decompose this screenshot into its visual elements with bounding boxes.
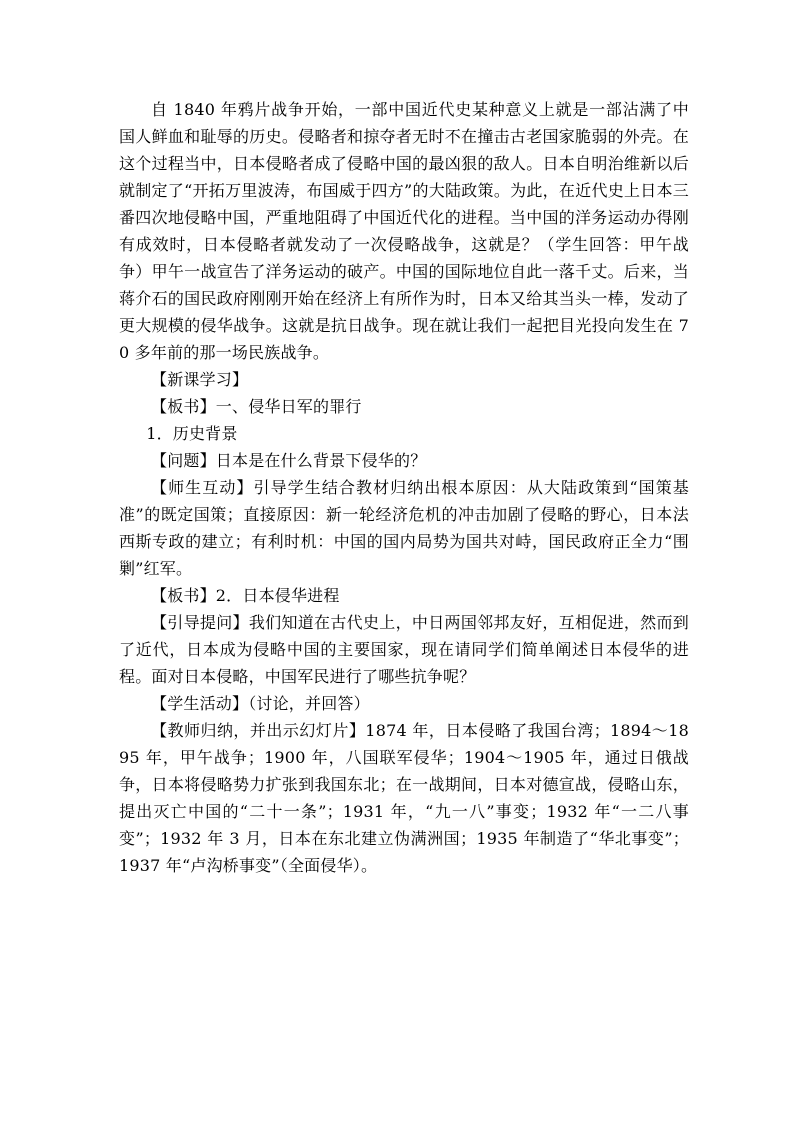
intro-paragraph: 自 1840 年鸦片战争开始，一部中国近代史某种意义上就是一部沾满了中国人鲜血和耻辱的历史。侵略者和掠夺者无时不在撞击古老国家脆弱的外壳。在这个过程当中，日本侵略者成了侵略中国的最凶狠的敌人。日本自明治维新以后就制定了“开拓万里波涛，布国威于四方”的大陆政策。为此，在近代史上日本三番四次地侵略中国，严重地阻碍了中国近代化的进程。当中国的洋务运动办得刚有成效时，日本侵略者就发动了一次侵略战争，这就是？（学生回答：甲午战争）甲午一战宣告了洋务运动的破产。中国的国际地位自此一落千丈。后来，当蒋介石的国民政府刚刚开始在经济上有所作为时，日本又给其当头一棒，发动了更大规模的侵华战争。这就是抗日战争。现在就让我们一起把目光投向发生在 70 多年前的那一场民族战争。: [119, 100, 689, 362]
board-note-1: 【板书】一、侵华日军的罪行: [151, 397, 362, 416]
subheading-background: 1．历史背景: [146, 424, 238, 443]
guided-question-paragraph: 【引导提问】我们知道在古代史上，中日两国邻邦友好，互相促进，然而到了近代，日本成为侵略中国的主要国家，现在请同学们简单阐述日本侵华的进程。面对日本侵略，中国军民进行了哪些抗争呢？: [119, 613, 689, 686]
board-note-2: 【板书】2．日本侵华进程: [151, 586, 340, 605]
question-paragraph: 【问题】日本是在什么背景下侵华的？: [151, 451, 427, 470]
student-activity-paragraph: 【学生活动】（讨论，并回答）: [151, 694, 370, 713]
teacher-summary-paragraph: 【教师归纳，并出示幻灯片】1874 年，日本侵略了我国台湾；1894～1895 年，甲午战争；1900 年，八国联军侵华；1904～1905 年，通过日俄战争，日本将侵略势力扩张到我国东北；在一战期间，日本对德宣战，侵略山东，提出灭亡中国的“二十一条”；1931 年，“九一八”事变；1932 年“一二八事变”；1932 年 3 月，日本在东北建立伪满洲国；1935 年制造了“华北事变”；1937 年“卢沟桥事变”（全面侵华）。: [119, 721, 689, 875]
interaction-paragraph: 【师生互动】引导学生结合教材归纳出根本原因：从大陆政策到“国策基准”的既定国策；直接原因：新一轮经济危机的冲击加剧了侵略的野心，日本法西斯专政的建立；有利时机：中国的国内局势为国共对峙，国民政府正全力“围剿”红军。: [119, 478, 689, 578]
document-body: [119, 96, 689, 879]
section-new-lesson: 【新课学习】: [151, 370, 249, 389]
